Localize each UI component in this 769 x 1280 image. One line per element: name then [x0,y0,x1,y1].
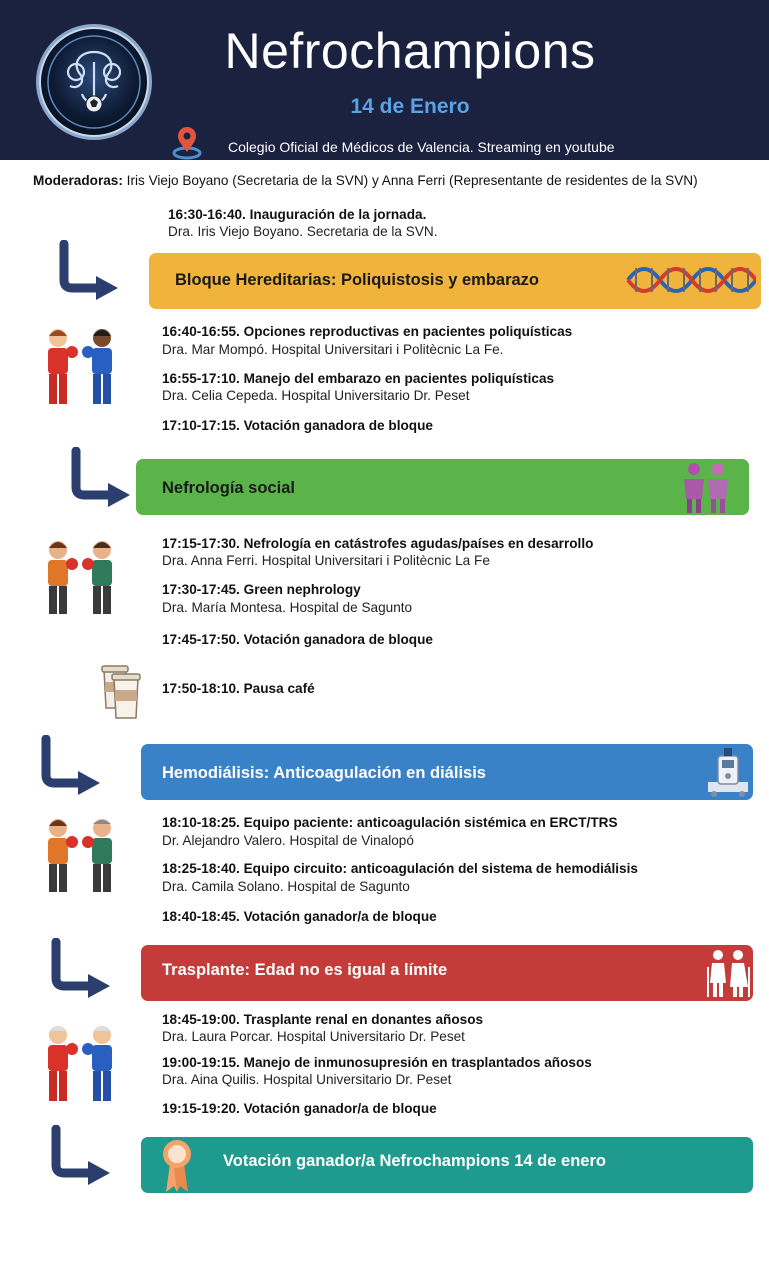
award-ribbon-icon [160,1138,194,1194]
vote-line: 18:40-18:45. Votación ganador/a de bloque [162,909,437,924]
moderators-label: Moderadoras: [33,173,123,188]
talk-title: 16:40-16:55. Opciones reproductivas en pacientes poliquísticas [162,324,573,339]
vote-line: 19:15-19:20. Votación ganador/a de bloque [162,1101,437,1116]
talk-speaker: Dra. María Montesa. Hospital de Sagunto [162,600,413,615]
talk-speaker: Dra. Mar Mompó. Hospital Universitari i Politècnic La Fe. [162,342,504,357]
arrow-icon [34,735,104,797]
talk-speaker: Dra. Aina Quilis. Hospital Universitario Dr. Peset [162,1072,452,1087]
talk-title: 17:15-17:30. Nefrología en catástrofes agudas/países en desarrollo [162,536,594,551]
talk-speaker: Dra. Camila Solano. Hospital de Sagunto [162,879,410,894]
moderators-text: Iris Viejo Boyano (Secretaria de la SVN) y Anna Ferri (Representante de residentes de la SVN) [126,173,698,188]
dna-helix-icon [626,256,756,304]
boxing-women-illustration [30,530,130,630]
event-date: 14 de Enero [350,95,470,118]
block-title: Trasplante: Edad no es igual a límite [162,961,448,979]
talk-title: 18:10-18:25. Equipo paciente: anticoagulación sistémica en ERCT/TRS [162,815,618,830]
people-icon [678,459,734,515]
location-pin-icon [170,126,204,160]
arrow-icon [44,1125,114,1187]
dialysis-machine-icon [704,746,752,798]
vote-line: 17:45-17:50. Votación ganadora de bloque [162,632,433,647]
event-title: Nefrochampions [224,23,596,79]
vote-line: 17:10-17:15. Votación ganadora de bloque [162,418,433,433]
coffee-cups-icon [96,662,146,720]
block-title: Bloque Hereditarias: Poliquistosis y embarazo [175,271,540,289]
talk-speaker: Dra. Celia Cepeda. Hospital Universitario Dr. Peset [162,388,470,403]
talk-title: 18:25-18:40. Equipo circuito: anticoagulación del sistema de hemodiálisis [162,861,638,876]
block-title: Nefrología social [162,479,295,497]
block-title: Hemodiálisis: Anticoagulación en diálisis [162,764,486,782]
boxing-grandmothers-illustration [30,1015,130,1115]
arrow-icon [52,240,122,302]
opening-title: 16:30-16:40. Inauguración de la jornada. [168,207,427,222]
boxing-women-illustration [30,808,130,908]
arrow-icon [64,447,134,509]
opening-speaker: Dra. Iris Viejo Boyano. Secretaria de la SVN. [168,224,438,239]
arrow-icon [44,938,114,1000]
talk-speaker: Dr. Alejandro Valero. Hospital de Vinalopó [162,833,414,848]
talk-speaker: Dra. Laura Porcar. Hospital Universitario Dr. Peset [162,1029,465,1044]
coffee-break: 17:50-18:10. Pausa café [162,681,315,696]
nefrochampions-logo [34,22,154,142]
talk-title: 17:30-17:45. Green nephrology [162,582,361,597]
talk-title: 19:00-19:15. Manejo de inmunosupresión en trasplantados añosos [162,1055,592,1070]
venue-text: Colegio Oficial de Médicos de Valencia. Streaming en youtube [228,139,615,155]
talk-title: 18:45-19:00. Trasplante renal en donantes añosos [162,1012,484,1027]
talk-title: 16:55-17:10. Manejo del embarazo en pacientes poliquísticas [162,371,555,386]
final-vote-title: Votación ganador/a Nefrochampions 14 de enero [223,1152,606,1170]
moderators-line [33,173,698,188]
talk-speaker: Dra. Anna Ferri. Hospital Universitari i Politècnic La Fe [162,553,490,568]
boxing-women-illustration [30,318,130,418]
elderly-couple-icon [704,947,752,999]
